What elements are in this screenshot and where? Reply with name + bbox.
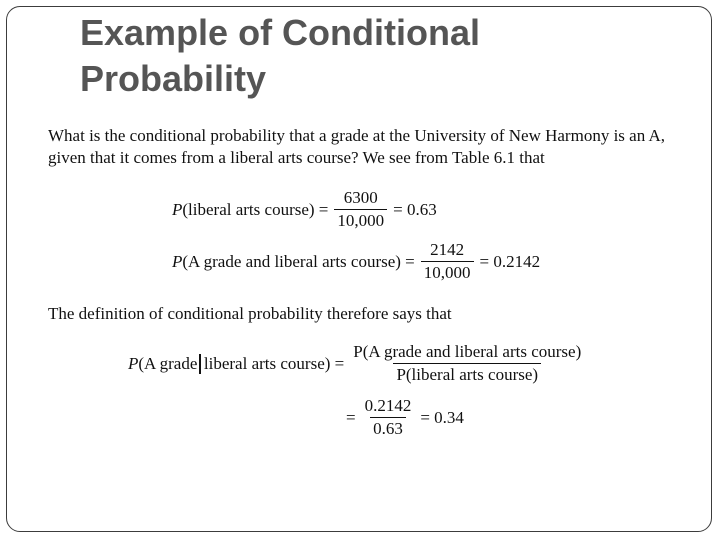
eq4-numerator: 0.2142 xyxy=(364,396,412,415)
eq2-fraction xyxy=(421,240,474,283)
eq3-lhs-a: (A grade xyxy=(138,353,198,373)
eq2-denominator: 10,000 xyxy=(421,261,474,283)
eq2-p-symbol: P xyxy=(172,251,183,271)
eq3-numerator: P(A grade and liberal arts course) xyxy=(353,342,582,361)
eq1-lhs: (liberal arts course) = xyxy=(182,199,329,219)
given-bar xyxy=(199,354,201,374)
equation-liberal-arts xyxy=(172,188,437,231)
intro-line-1: What is the conditional probability that a grade at the University of New Harmony is an A, xyxy=(48,126,666,145)
eq2-numerator: 2142 xyxy=(430,240,465,259)
eq2-result: = 0.2142 xyxy=(479,251,541,271)
intro-line-2: given that it comes from a liberal arts course? We see from Table 6.1 that xyxy=(48,148,545,167)
eq4-equals: = xyxy=(346,407,356,427)
eq3-lhs-b: liberal arts course) = xyxy=(203,353,345,373)
equation-result xyxy=(346,396,464,439)
eq4-fraction xyxy=(362,396,415,439)
eq1-p-symbol: P xyxy=(172,199,183,219)
equation-a-grade-and-liberal-arts xyxy=(172,240,540,283)
eq1-denominator: 10,000 xyxy=(334,209,387,231)
eq4-denominator: 0.63 xyxy=(370,417,406,439)
eq3-denominator: P(liberal arts course) xyxy=(393,363,541,385)
eq4-result: = 0.34 xyxy=(420,407,464,427)
eq1-result: = 0.63 xyxy=(393,199,437,219)
eq2-lhs: (A grade and liberal arts course) = xyxy=(182,251,415,271)
eq3-fraction xyxy=(350,342,584,385)
eq1-numerator: 6300 xyxy=(343,188,378,207)
slide-title: Example of Conditional Probability xyxy=(80,12,481,99)
eq3-p-symbol: P xyxy=(128,353,139,373)
eq1-fraction xyxy=(334,188,387,231)
definition-line: The definition of conditional probability therefore says that xyxy=(48,304,452,323)
equation-conditional-definition xyxy=(128,342,590,385)
